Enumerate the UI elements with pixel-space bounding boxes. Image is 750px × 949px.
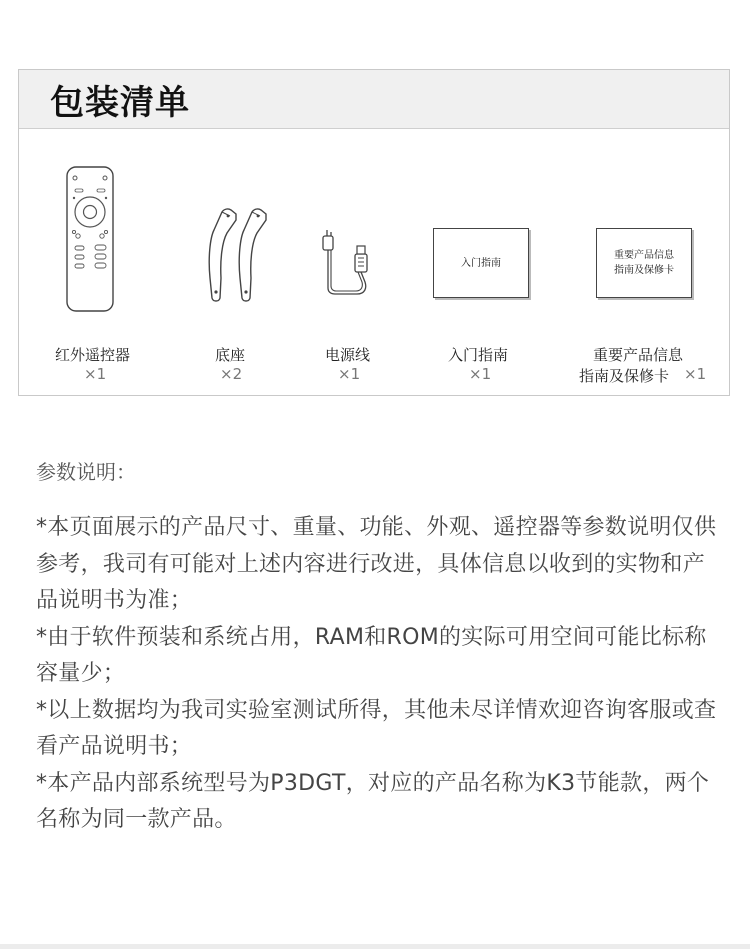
power-cable-icon (317, 226, 377, 298)
warranty-card-icon (596, 228, 692, 298)
item-qty-remote: ×1 (84, 365, 107, 383)
bottom-divider (0, 944, 750, 949)
params-note: *以上数据均为我司实验室测试所得，其他未尽详情欢迎咨询客服或查看产品说明书； (36, 697, 717, 759)
params-note: *本页面展示的产品尺寸、重量、功能、外观、遥控器等参数说明仅供参考，我司有可能对上述内容进行改进，具体信息以收到的实物和产品说明书为准； (36, 515, 717, 613)
params-title: 参数说明： (36, 460, 136, 484)
item-qty-quick-guide: ×1 (469, 365, 492, 383)
item-qty-warranty: ×1 (684, 365, 707, 383)
item-name-quick-guide: 入门指南 (448, 346, 509, 364)
params-notes-list (36, 510, 726, 839)
parameter-notes (36, 455, 726, 839)
params-note: *由于软件预装和系统占用，RAM和ROM的实际可用空间可能比标称容量少； (36, 624, 707, 686)
remote-control-icon (66, 166, 116, 314)
quick-guide-card-label: 入门指南 (461, 257, 501, 269)
params-note: *本产品内部系统型号为P3DGT，对应的产品名称为K3节能款，两个名称为同一款产品。 (36, 770, 710, 832)
item-qty-power-cable: ×1 (338, 365, 361, 383)
warranty-card-line1: 重要产品信息 (614, 250, 674, 261)
item-name-power-cable: 电源线 (325, 346, 371, 364)
item-name-stand: 底座 (215, 346, 246, 364)
item-name-warranty-line1: 重要产品信息 (593, 346, 684, 364)
warranty-card-line2: 指南及保修卡 (614, 265, 674, 276)
package-list-title: 包装清单 (50, 82, 190, 123)
package-list-panel (18, 69, 730, 396)
stand-legs-icon (202, 208, 272, 304)
item-qty-stand: ×2 (220, 365, 243, 383)
package-list-header (19, 70, 729, 129)
quick-guide-icon (433, 228, 529, 298)
item-name-warranty-line2: 指南及保修卡 (579, 367, 670, 385)
item-name-remote: 红外遥控器 (55, 346, 131, 364)
